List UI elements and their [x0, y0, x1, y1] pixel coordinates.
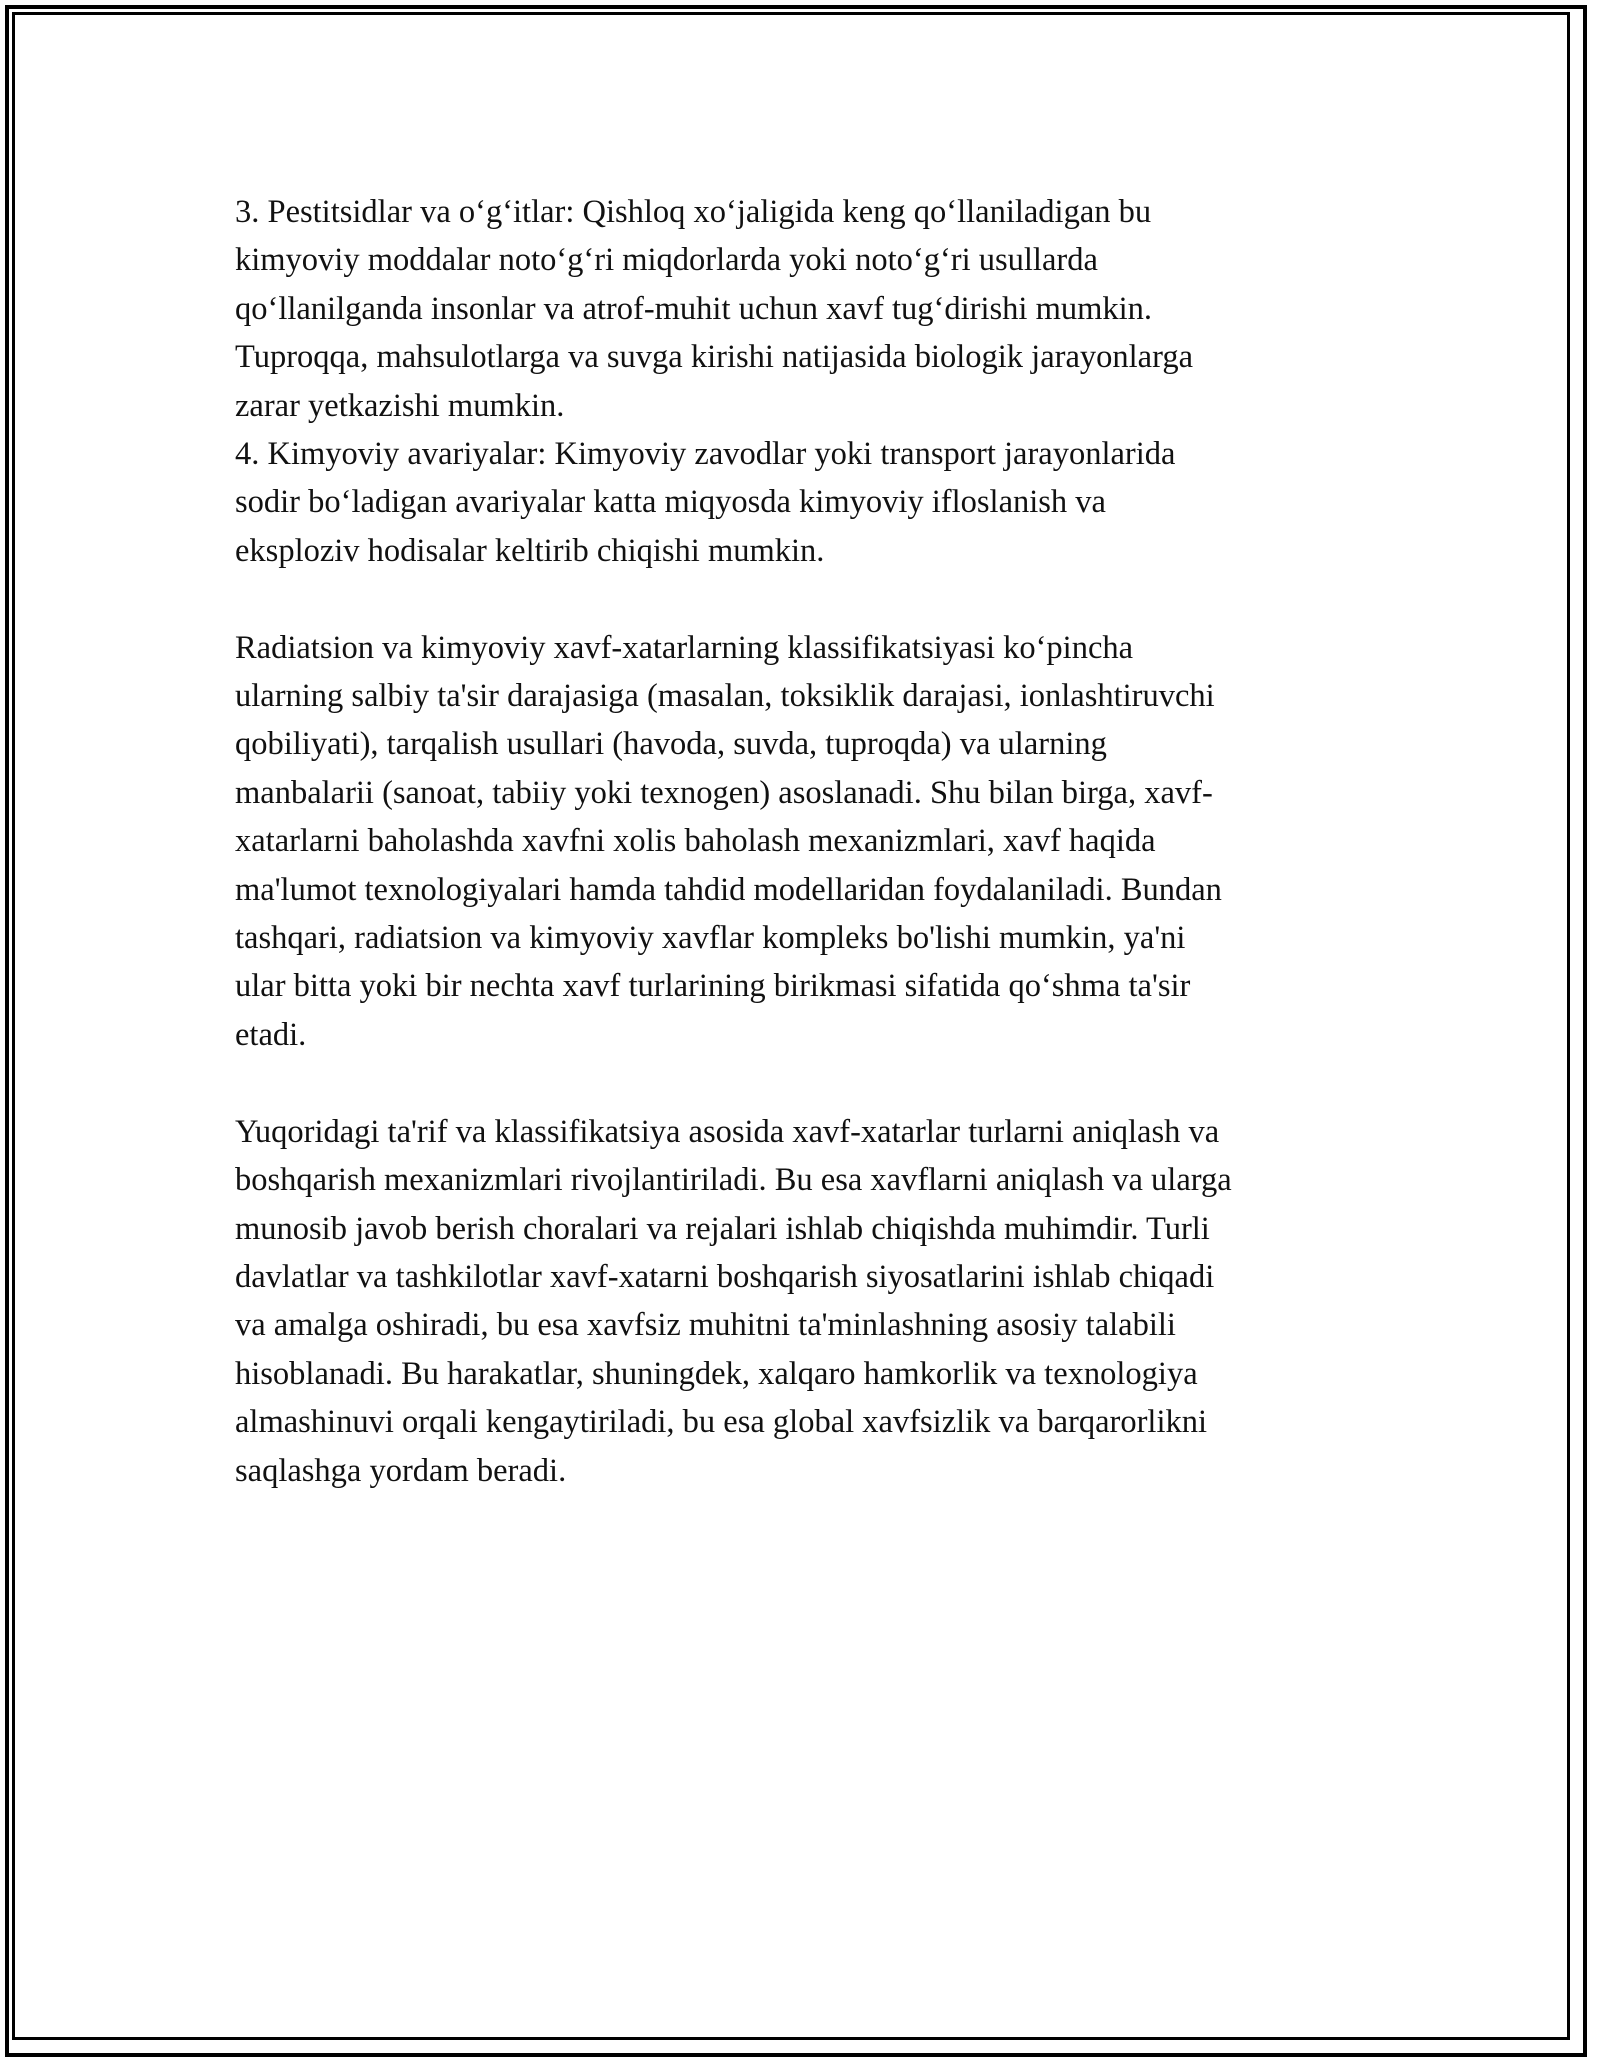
- text-line: ularning salbiy ta'sir darajasiga (masalan, toksiklik darajasi, ionlashtiruvchi: [235, 678, 1215, 715]
- paragraph-management: [235, 1108, 1365, 1495]
- text-line: tashqari, radiatsion va kimyoviy xavflar kompleks bo'lishi mumkin, ya'ni: [235, 920, 1186, 957]
- text-line: almashinuvi orqali kengaytiriladi, bu esa global xavfsizlik va barqarorlikni: [235, 1404, 1208, 1441]
- text-line: 3. Pestitsidlar va o‘g‘itlar: Qishloq xo‘jaligida keng qo‘llaniladigan bu: [235, 194, 1152, 230]
- text-line: qo‘llanilganda insonlar va atrof-muhit uchun xavf tug‘dirishi mumkin.: [235, 290, 1153, 327]
- text-line: eksploziv hodisalar keltirib chiqishi mumkin.: [235, 532, 825, 569]
- document-body: [235, 188, 1365, 1495]
- text-line: Radiatsion va kimyoviy xavf-xatarlarning klassifikatsiyasi ko‘pincha: [235, 629, 1134, 666]
- paragraph-classification: [235, 624, 1365, 1060]
- text-line: sodir bo‘ladigan avariyalar katta miqyosda kimyoviy ifloslanish va: [235, 484, 1106, 521]
- text-line: manbalarii (sanoat, tabiiy yoki texnogen) asoslanadi. Shu bilan birga, xavf-: [235, 774, 1213, 811]
- list-item-chemical-accidents: [235, 430, 1365, 575]
- text-line: ma'lumot texnologiyalari hamda tahdid modellaridan foydalaniladi. Bundan: [235, 871, 1222, 908]
- text-line: qobiliyati), tarqalish usullari (havoda, suvda, tuproqda) va ularning: [235, 726, 1107, 763]
- text-line: munosib javob berish choralari va rejalari ishlab chiqishda muhimdir. Turli: [235, 1210, 1210, 1247]
- text-line: Tuproqqa, mahsulotlarga va suvga kirishi natijasida biologik jarayonlarga: [235, 339, 1193, 376]
- text-line: Yuqoridagi ta'rif va klassifikatsiya asosida xavf-xatarlar turlarni aniqlash va: [235, 1113, 1220, 1150]
- text-line: kimyoviy moddalar noto‘g‘ri miqdorlarda yoki noto‘g‘ri usullarda: [235, 242, 1098, 279]
- text-line: va amalga oshiradi, bu esa xavfsiz muhitni ta'minlashning asosiy talabili: [235, 1307, 1176, 1344]
- text-line: etadi.: [235, 1016, 307, 1053]
- text-line: saqlashga yordam beradi.: [235, 1452, 567, 1489]
- text-line: xatarlarni baholashda xavfni xolis baholash mexanizmlari, xavf haqida: [235, 823, 1156, 860]
- text-line: boshqarish mexanizmlari rivojlantiriladi. Bu esa xavflarni aniqlash va ularga: [235, 1162, 1232, 1199]
- text-line: zarar yetkazishi mumkin.: [235, 387, 565, 424]
- list-item-pesticides: [235, 188, 1365, 430]
- text-line: davlatlar va tashkilotlar xavf-xatarni boshqarish siyosatlarini ishlab chiqadi: [235, 1258, 1215, 1295]
- text-line: 4. Kimyoviy avariyalar: Kimyoviy zavodlar yoki transport jarayonlarida: [235, 436, 1176, 473]
- text-line: hisoblanadi. Bu harakatlar, shuningdek, xalqaro hamkorlik va texnologiya: [235, 1355, 1198, 1392]
- text-line: ular bitta yoki bir nechta xavf turlarining birikmasi sifatida qo‘shma ta'sir: [235, 968, 1191, 1005]
